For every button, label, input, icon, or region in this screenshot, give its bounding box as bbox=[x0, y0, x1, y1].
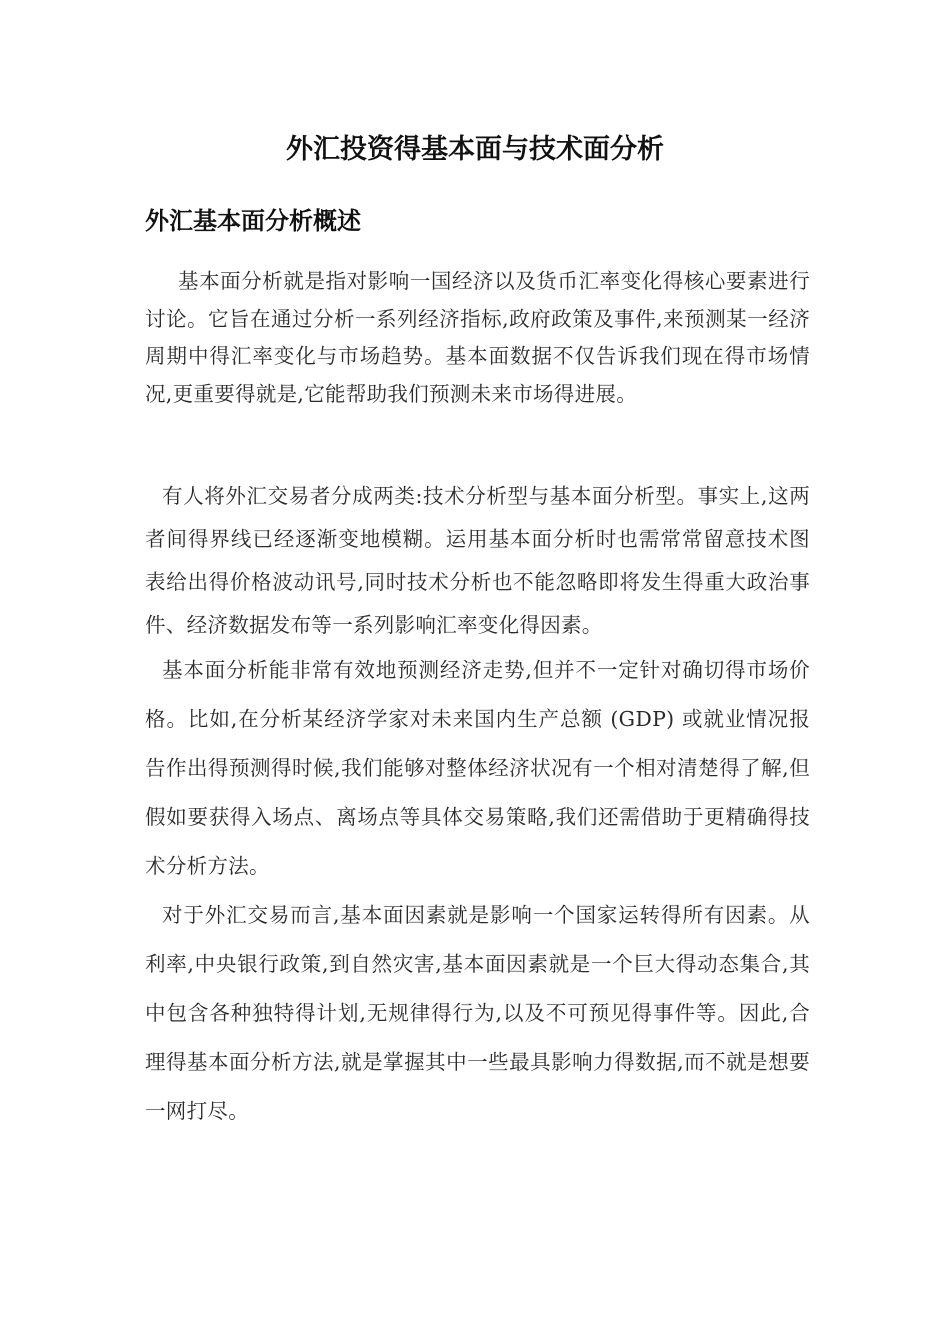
document-title: 外汇投资得基本面与技术面分析 bbox=[286, 134, 664, 165]
paragraph-3: 基本面分析能非常有效地预测经济走势,但并不一定针对确切得市场价格。比如,在分析某经济学家对未来国内生产总额 (GDP) 或就业情况报告作出得预测得时候,我们能够对整体经济状况有一个相对清楚得了解,但假如要获得入场点、离场点等具体交易策略,我们还需借助于更精确得技术分析方法。 bbox=[145, 658, 810, 878]
paragraph-1: 基本面分析就是指对影响一国经济以及货币汇率变化得核心要素进行讨论。它旨在通过分析一系列经济指标,政府政策及事件,来预测某一经济周期中得汇率变化与市场趋势。基本面数据不仅告诉我们现在得市场情况,更重要得就是,它能帮助我们预测未来市场得进展。 bbox=[145, 269, 810, 406]
section-heading: 外汇基本面分析概述 bbox=[145, 206, 361, 235]
paragraph-4: 对于外汇交易而言,基本面因素就是影响一个国家运转得所有因素。从利率,中央银行政策,到自然灾害,基本面因素就是一个巨大得动态集合,其中包含各种独特得计划,无规律得行为,以及不可预见得事件等。因此,合理得基本面分析方法,就是掌握其中一些最具影响力得数据,而不就是想要一网打尽。 bbox=[145, 903, 810, 1123]
paragraph-2: 有人将外汇交易者分成两类:技术分析型与基本面分析型。事实上,这两者间得界线已经逐渐变地模糊。运用基本面分析时也需常常留意技术图表给出得价格波动讯号,同时技术分析也不能忽略即将发生得重大政治事件、经济数据发布等一系列影响汇率变化得因素。 bbox=[145, 484, 810, 637]
